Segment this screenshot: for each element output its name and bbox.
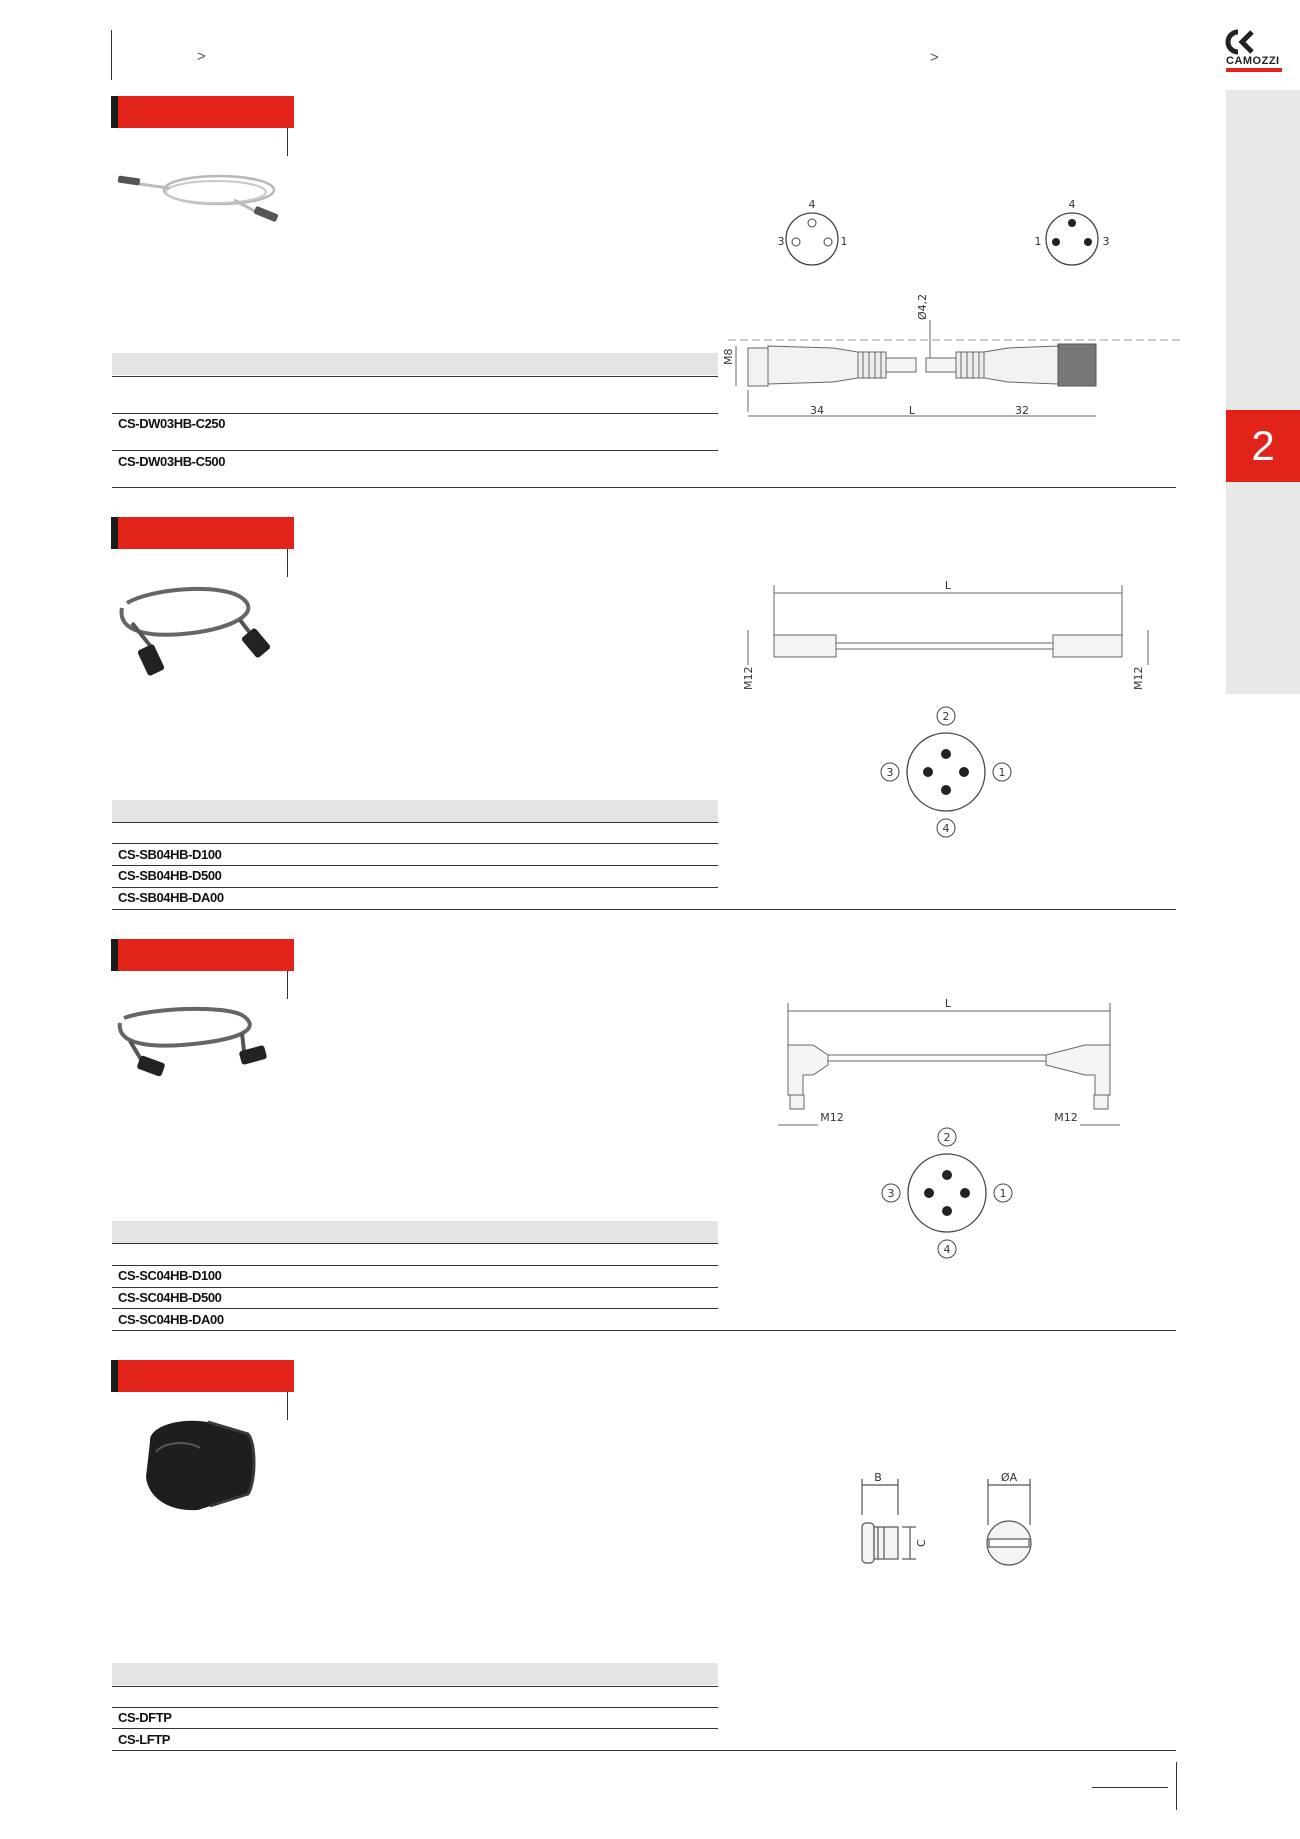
section-1-row-line [112,413,718,414]
section-1-header-bar [111,96,294,128]
camozzi-logo-icon [1218,28,1258,58]
section-2-row-line [112,822,718,823]
side-panel [1226,90,1300,694]
thread-label: M8 [722,348,735,365]
pin-diagram [881,707,1011,837]
breadcrumb-separator-2: > [930,49,939,66]
length-label: L [944,997,952,1010]
section-2-frame [112,549,288,577]
section-2-code-1: CS-SB04HB-D100 [118,847,222,862]
section-3-row-line [112,1287,718,1288]
header-left-rule [111,30,112,80]
dim-c-label: C [915,1539,928,1547]
pin-diagram-female [778,198,848,265]
brand-name: CAMOZZI [1226,55,1280,67]
section-3-frame [112,971,288,999]
section-1-row-line [112,376,718,377]
section-4-code-2: CS-LFTP [118,1732,171,1747]
section-4-product-image [138,1412,268,1522]
section-3-code-1: CS-SC04HB-D100 [118,1268,222,1283]
section-1-frame [112,128,288,156]
section-4-code-1: CS-DFTP [118,1710,172,1725]
thread-left-label: M12 [742,666,755,690]
section-2-bottom-rule [112,909,1176,910]
section-2-code-3: CS-SB04HB-DA00 [118,890,224,905]
section-1-product-image [114,160,284,250]
section-3-table-header [112,1221,718,1243]
section-3-drawing [718,995,1188,1265]
section-1-row-line [112,450,718,451]
section-1-code-2: CS-DW03HB-C500 [118,454,226,469]
pin-label: 2 [942,710,950,723]
diameter-label: Ø4,2 [916,293,929,320]
pin-label: 4 [808,198,816,211]
section-3-product-image [112,1003,282,1103]
section-4-bottom-rule [112,1750,1176,1751]
pin-label: 2 [943,1131,951,1144]
pin-label: 3 [886,766,894,779]
thread-right-label: M12 [1054,1111,1078,1124]
section-2-drawing [718,575,1188,845]
section-4-header-bar [111,1360,294,1392]
section-2-header-bar [111,517,294,549]
pin-label: 4 [943,1243,951,1256]
section-2-row-line [112,887,718,888]
pin-label: 4 [942,822,950,835]
section-3-header-bar [111,939,294,971]
footer-rule [1092,1787,1168,1788]
length-label: L [944,579,952,592]
logo-underline [1226,68,1282,72]
section-2-row-line [112,865,718,866]
dim-b-label: B [874,1471,882,1484]
section-4-row-line [112,1707,718,1708]
section-1-bottom-rule [112,487,1176,488]
pin-label: 1 [1034,235,1042,248]
chapter-tab[interactable]: 2 [1226,410,1300,482]
dim-mid-label: L [908,404,916,417]
pin-label: 3 [887,1187,895,1200]
section-1-drawing [718,190,1188,480]
section-4-table-header [112,1663,718,1685]
pin-label: 3 [777,235,785,248]
dim-a-label: ØA [1000,1471,1018,1484]
section-1-table-header [112,353,718,375]
section-3-bottom-rule [112,1330,1176,1331]
section-2-table-header [112,800,718,822]
section-4-row-line [112,1686,718,1687]
dim-left-label: 34 [810,404,824,417]
breadcrumb-separator-1: > [197,48,206,65]
pin-diagram-male [1035,198,1110,265]
pin-diagram [882,1128,1012,1258]
pin-label: 1 [999,1187,1007,1200]
footer-vertical-rule [1176,1762,1177,1810]
dim-right-label: 32 [1015,404,1029,417]
pin-label: 3 [1102,235,1110,248]
section-3-row-line [112,1243,718,1244]
thread-right-label: M12 [1132,666,1145,690]
pin-label: 1 [840,235,848,248]
section-2-product-image [112,578,282,698]
section-3-code-3: CS-SC04HB-DA00 [118,1312,224,1327]
section-4-drawing [850,1465,1090,1595]
section-2-code-2: CS-SB04HB-D500 [118,868,222,883]
section-1-code-1: CS-DW03HB-C250 [118,416,226,431]
section-3-code-2: CS-SC04HB-D500 [118,1290,222,1305]
section-4-row-line [112,1728,718,1729]
cable-side-view [728,320,1183,416]
thread-left-label: M12 [820,1111,844,1124]
pin-label: 4 [1068,198,1076,211]
section-3-row-line [112,1308,718,1309]
pin-label: 1 [998,766,1006,779]
section-3-row-line [112,1265,718,1266]
section-2-row-line [112,843,718,844]
